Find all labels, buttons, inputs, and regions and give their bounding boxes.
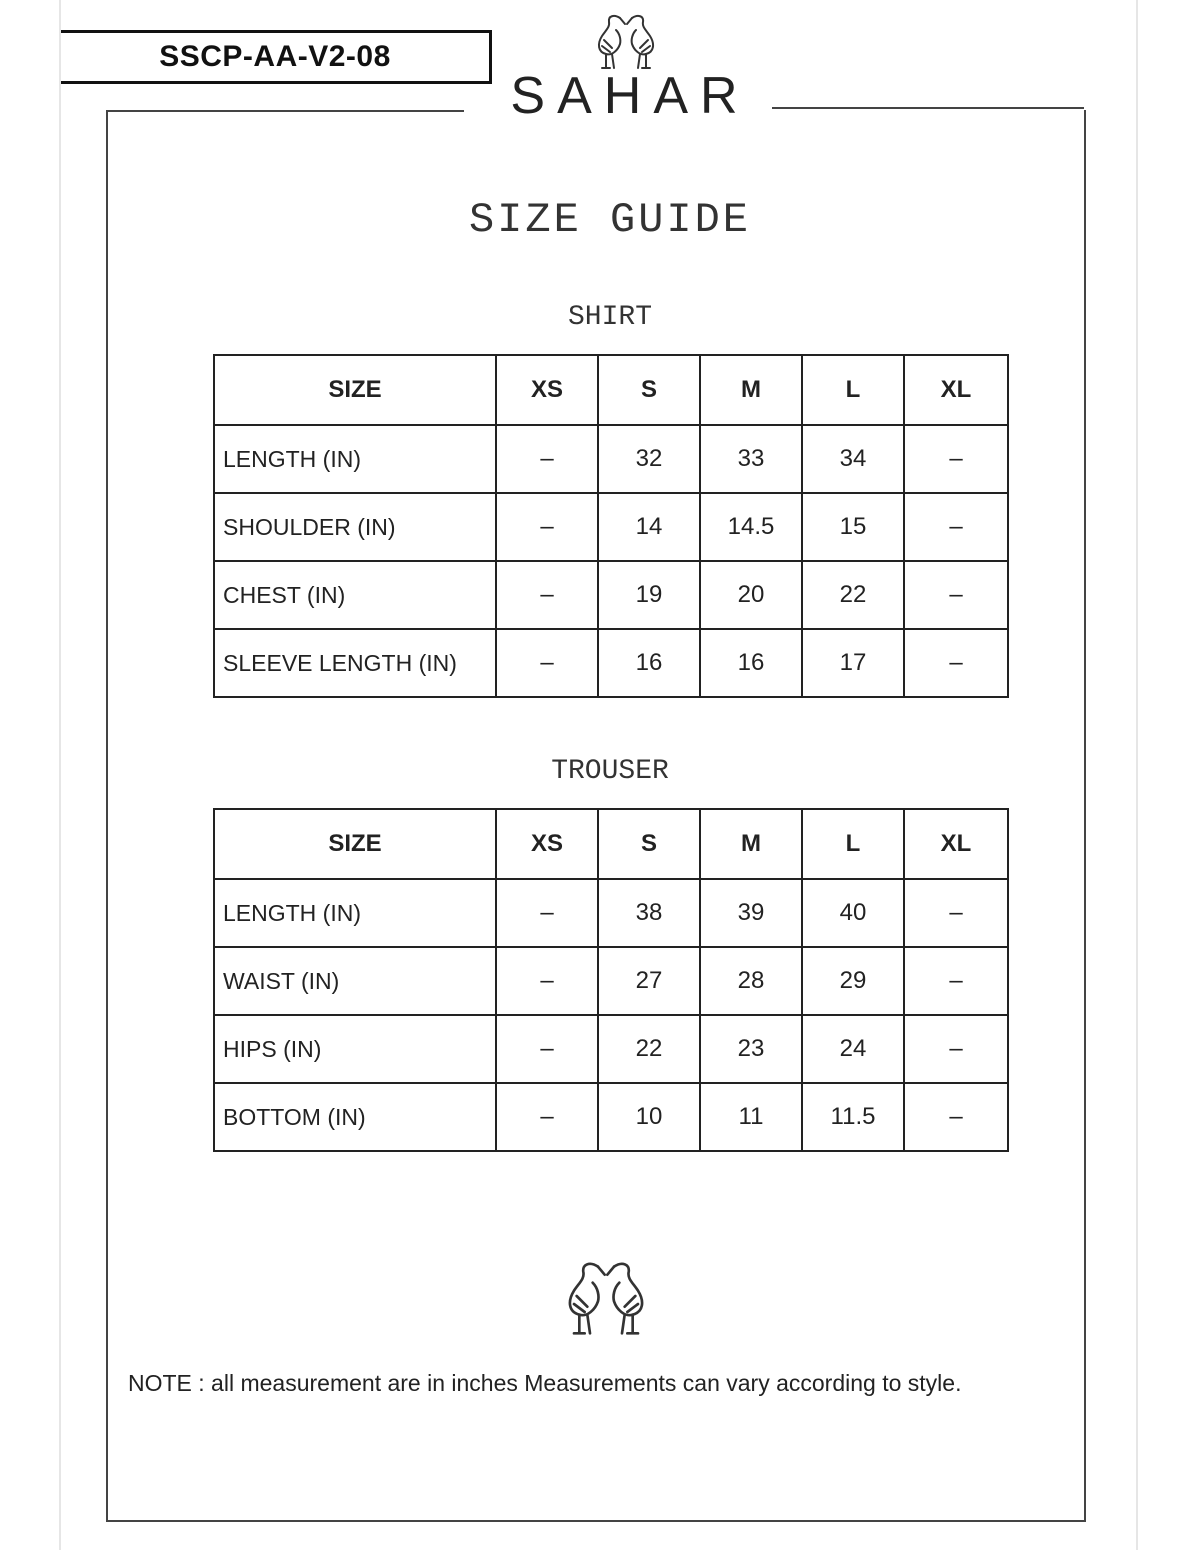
row-label: LENGTH (IN) xyxy=(214,879,496,947)
measurement-note: NOTE : all measurement are in inches Measurements can vary according to style. xyxy=(128,1370,962,1396)
table-header-row xyxy=(214,355,1008,425)
cell-value: – xyxy=(496,493,598,561)
page-title: SIZE GUIDE xyxy=(468,196,752,244)
cell-value: – xyxy=(496,1083,598,1151)
cell-value: 29 xyxy=(802,947,904,1015)
header-xs: XS xyxy=(496,355,598,425)
header-m: M xyxy=(700,809,802,879)
cell-value: 38 xyxy=(598,879,700,947)
cell-value: – xyxy=(904,1015,1008,1083)
cell-value: 33 xyxy=(700,425,802,493)
page-edge-right xyxy=(1136,0,1138,1550)
table-row xyxy=(214,493,1008,561)
header-l: L xyxy=(802,355,904,425)
cell-value: 40 xyxy=(802,879,904,947)
cell-value: 10 xyxy=(598,1083,700,1151)
table-row xyxy=(214,629,1008,697)
cell-value: – xyxy=(904,629,1008,697)
cell-value: 28 xyxy=(700,947,802,1015)
cell-value: 14.5 xyxy=(700,493,802,561)
table-row xyxy=(214,947,1008,1015)
row-label: LENGTH (IN) xyxy=(214,425,496,493)
cell-value: 39 xyxy=(700,879,802,947)
cell-value: 15 xyxy=(802,493,904,561)
cell-value: 20 xyxy=(700,561,802,629)
cell-value: 22 xyxy=(802,561,904,629)
row-label: CHEST (IN) xyxy=(214,561,496,629)
row-label: BOTTOM (IN) xyxy=(214,1083,496,1151)
row-label: SLEEVE LENGTH (IN) xyxy=(214,629,496,697)
cell-value: – xyxy=(496,561,598,629)
cell-value: 11 xyxy=(700,1083,802,1151)
brand-name: SAHAR xyxy=(510,67,750,125)
cell-value: – xyxy=(496,425,598,493)
table-row xyxy=(214,1083,1008,1151)
cell-value: 22 xyxy=(598,1015,700,1083)
cell-value: – xyxy=(904,947,1008,1015)
cell-value: – xyxy=(904,879,1008,947)
cell-value: 16 xyxy=(700,629,802,697)
cell-value: – xyxy=(904,425,1008,493)
cell-value: 34 xyxy=(802,425,904,493)
cell-value: 32 xyxy=(598,425,700,493)
shirt-size-table xyxy=(213,354,1009,698)
page-edge-left xyxy=(59,0,61,1550)
header-s: S xyxy=(598,355,700,425)
product-code-label: SSCP-AA-V2-08 xyxy=(61,30,492,84)
cell-value: – xyxy=(904,561,1008,629)
cell-value: 24 xyxy=(802,1015,904,1083)
trouser-size-table xyxy=(213,808,1009,1152)
header-size: SIZE xyxy=(214,809,496,879)
header-xl: XL xyxy=(904,355,1008,425)
cell-value: 27 xyxy=(598,947,700,1015)
trouser-section-label: TROUSER xyxy=(551,756,669,787)
table-row xyxy=(214,879,1008,947)
frame-top-border-left xyxy=(106,110,464,112)
cell-value: 19 xyxy=(598,561,700,629)
cell-value: – xyxy=(496,879,598,947)
cell-value: 16 xyxy=(598,629,700,697)
cell-value: 23 xyxy=(700,1015,802,1083)
header-m: M xyxy=(700,355,802,425)
shirt-section-label: SHIRT xyxy=(567,302,652,333)
row-label: WAIST (IN) xyxy=(214,947,496,1015)
cell-value: 17 xyxy=(802,629,904,697)
cell-value: – xyxy=(904,1083,1008,1151)
table-row xyxy=(214,425,1008,493)
cell-value: – xyxy=(496,947,598,1015)
twin-heron-icon xyxy=(558,1258,654,1342)
cell-value: – xyxy=(904,493,1008,561)
header-size: SIZE xyxy=(214,355,496,425)
header-xs: XS xyxy=(496,809,598,879)
header-xl: XL xyxy=(904,809,1008,879)
row-label: SHOULDER (IN) xyxy=(214,493,496,561)
table-row xyxy=(214,1015,1008,1083)
cell-value: – xyxy=(496,629,598,697)
table-header-row xyxy=(214,809,1008,879)
frame-top-border-right xyxy=(772,107,1084,109)
cell-value: 14 xyxy=(598,493,700,561)
header-s: S xyxy=(598,809,700,879)
cell-value: – xyxy=(496,1015,598,1083)
cell-value: 11.5 xyxy=(802,1083,904,1151)
table-row xyxy=(214,561,1008,629)
twin-heron-icon xyxy=(590,12,662,74)
row-label: HIPS (IN) xyxy=(214,1015,496,1083)
header-l: L xyxy=(802,809,904,879)
